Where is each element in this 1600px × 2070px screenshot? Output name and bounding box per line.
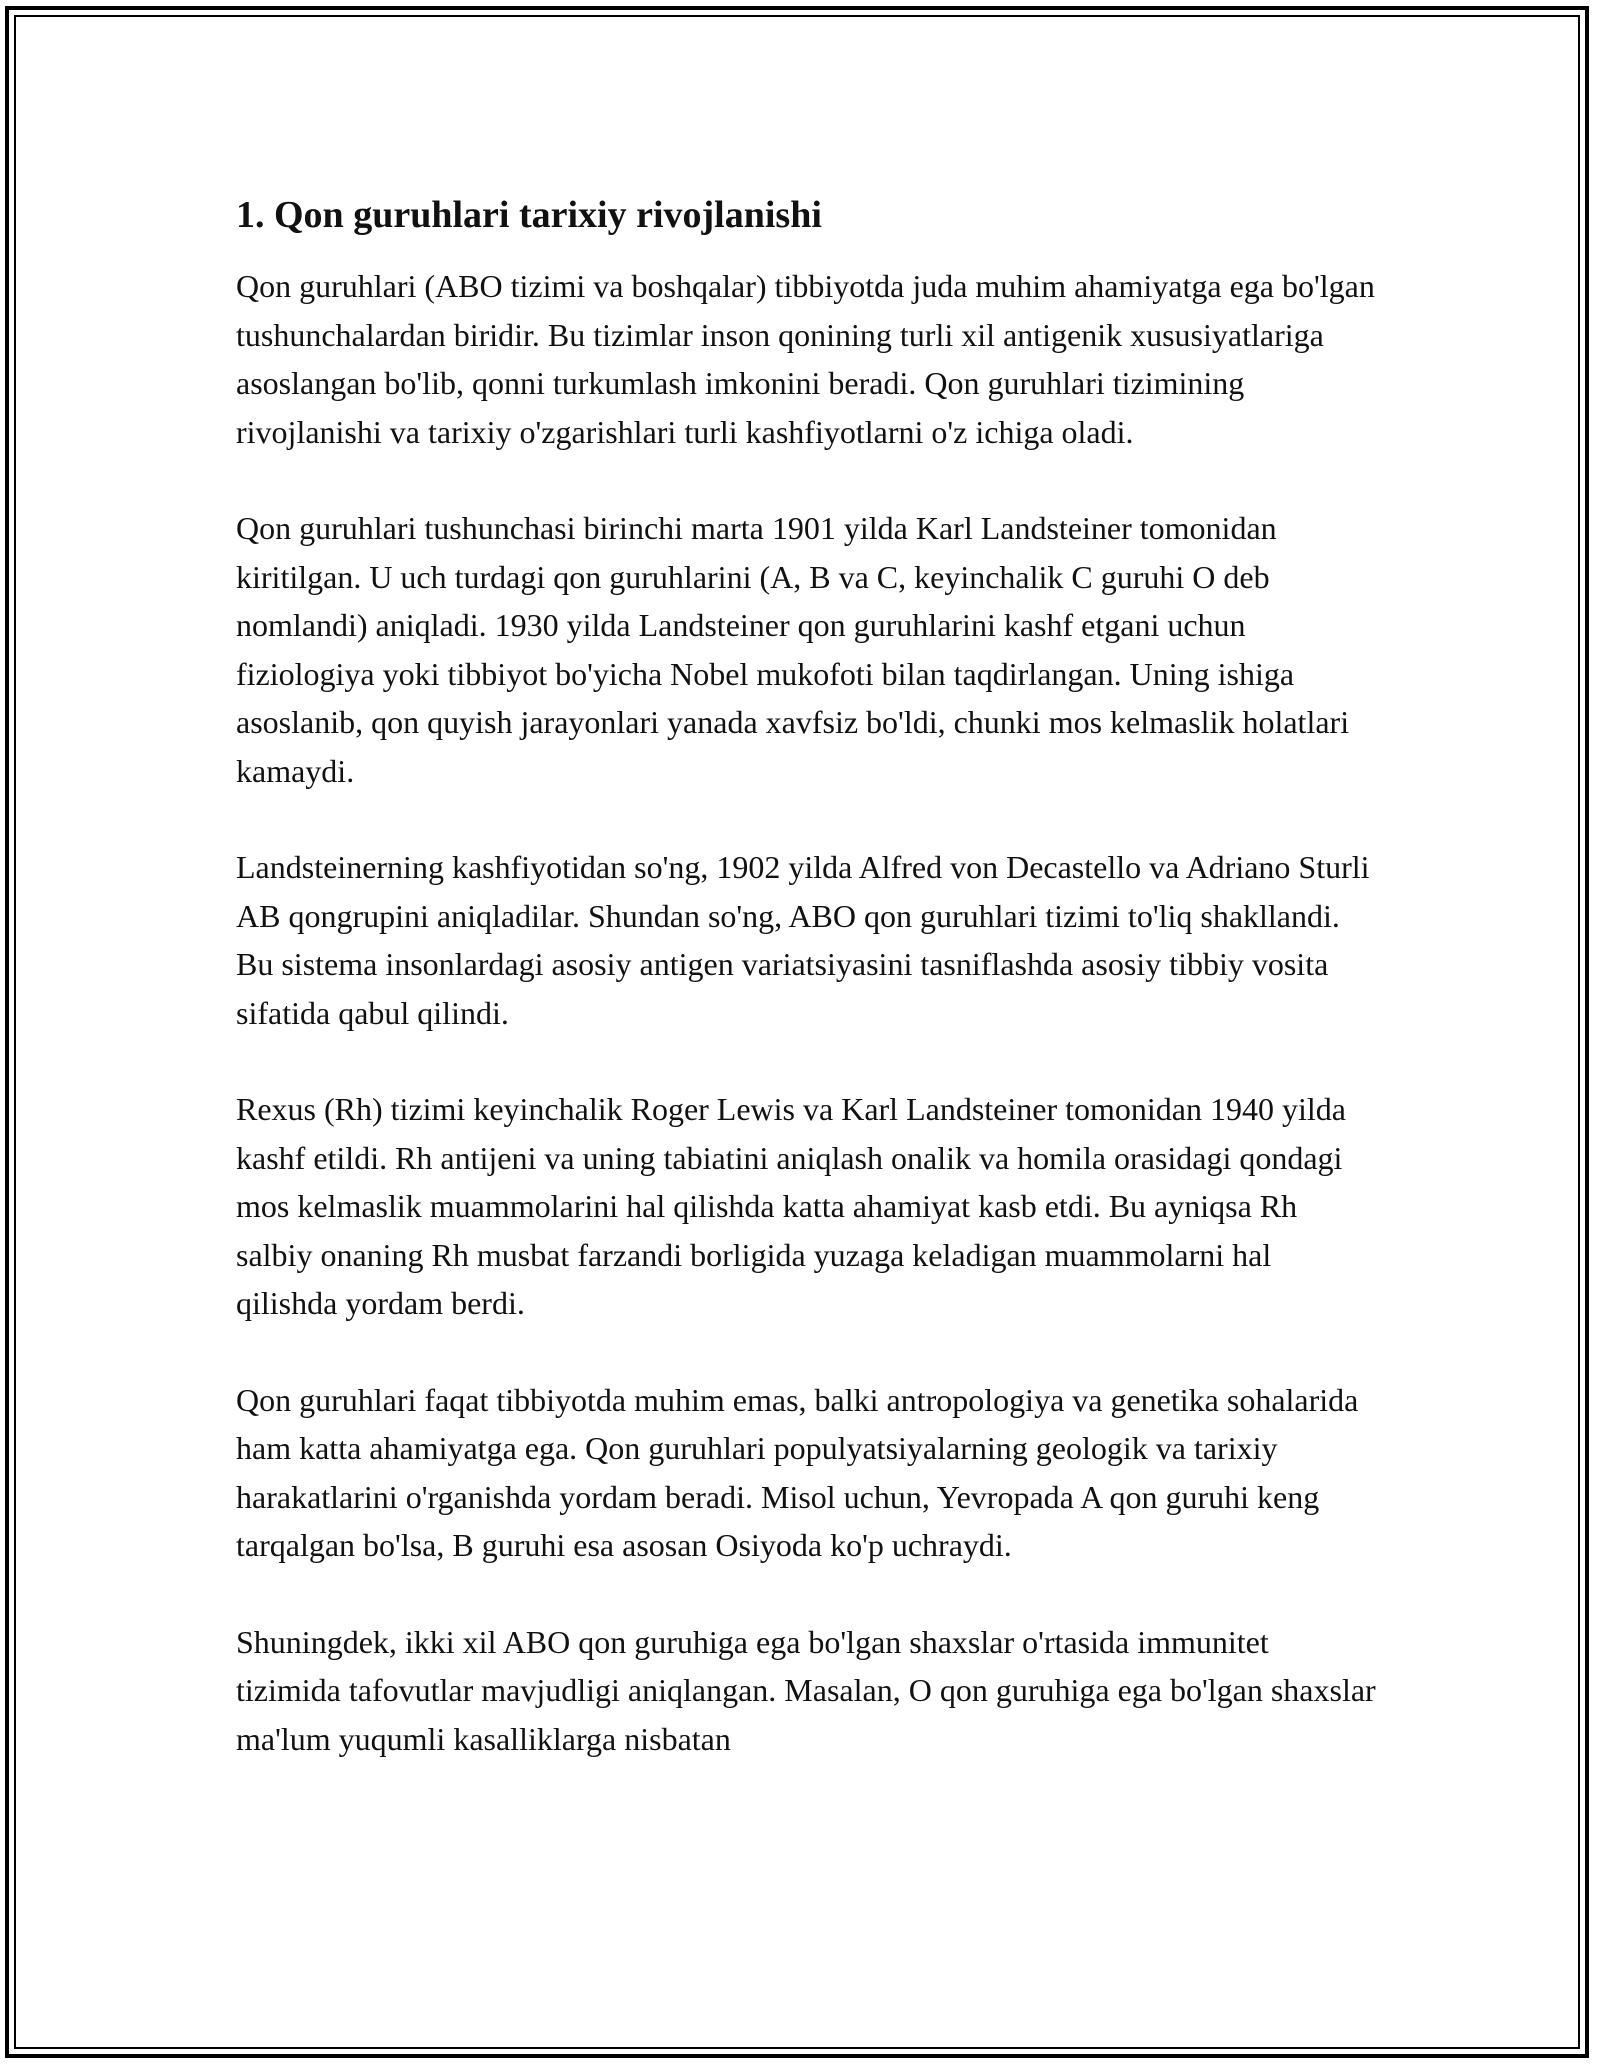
paragraph-1: Qon guruhlari (ABO tizimi va boshqalar) tibbiyotda juda muhim ahamiyatga ega bo'lgan tushunchalardan biridir. Bu tizimlar inson qonining turli xil antigenik xususiyatlariga asoslangan bo'lib, qonni turkumlash imkonini beradi. Qon guruhlari tizimining rivojlanishi va tarixiy o'zgarishlari turli kashfiyotlarni o'z ichiga oladi.: [236, 268, 1375, 450]
section-heading: 1. Qon guruhlari tarixiy rivojlanishi: [236, 194, 822, 236]
paragraph-4: Rexus (Rh) tizimi keyinchalik Roger Lewis va Karl Landsteiner tomonidan 1940 yilda kashf etildi. Rh antijeni va uning tabiatini aniqlash onalik va homila orasidagi qondagi mos kelmaslik muammolarini hal qilishda katta ahamiyat kasb etdi. Bu ayniqsa Rh salbiy onaning Rh musbat farzandi borligida yuzaga keladigan muammolarni hal qilishda yordam berdi.: [236, 1091, 1346, 1321]
paragraph-3: Landsteinerning kashfiyotidan so'ng, 1902 yilda Alfred von Decastello va Adriano Sturli AB qongrupini aniqladilar. Shundan so'ng, ABO qon guruhlari tizimi to'liq shakllandi. Bu sistema insonlardagi asosiy antigen variatsiyasini tasniflashda asosiy tibbiy vosita sifatida qabul qilindi.: [236, 849, 1370, 1031]
paragraph-6: Shuningdek, ikki xil ABO qon guruhiga ega bo'lgan shaxslar o'rtasida immunitet tizimida tafovutlar mavjudligi aniqlangan. Masalan, O qon guruhiga ega bo'lgan shaxslar ma'lum yuqumli kasalliklarga nisbatan: [236, 1623, 1376, 1757]
paragraph-5: Qon guruhlari faqat tibbiyotda muhim emas, balki antropologiya va genetika sohalarida ham katta ahamiyatga ega. Qon guruhlari populyatsiyalarning geologik va tarixiy harakatlarini o'rganishda yordam beradi. Misol uchun, Yevropada A qon guruhi keng tarqalgan bo'lsa, B guruhi esa asosan Osiyoda ko'p uchraydi.: [236, 1381, 1359, 1563]
paragraph-2: Qon guruhlari tushunchasi birinchi marta 1901 yilda Karl Landsteiner tomonidan kiritilgan. U uch turdagi qon guruhlarini (A, B va C, keyinchalik C guruhi O deb nomlandi) aniqladi. 1930 yilda Landsteiner qon guruhlarini kashf etgani uchun fiziologiya yoki tibbiyot bo'yicha Nobel mukofoti bilan taqdirlangan. Uning ishiga asoslanib, qon quyish jarayonlari yanada xavfsiz bo'ldi, chunki mos kelmaslik holatlari kamaydi.: [236, 510, 1350, 789]
document-body: [236, 188, 1376, 1811]
